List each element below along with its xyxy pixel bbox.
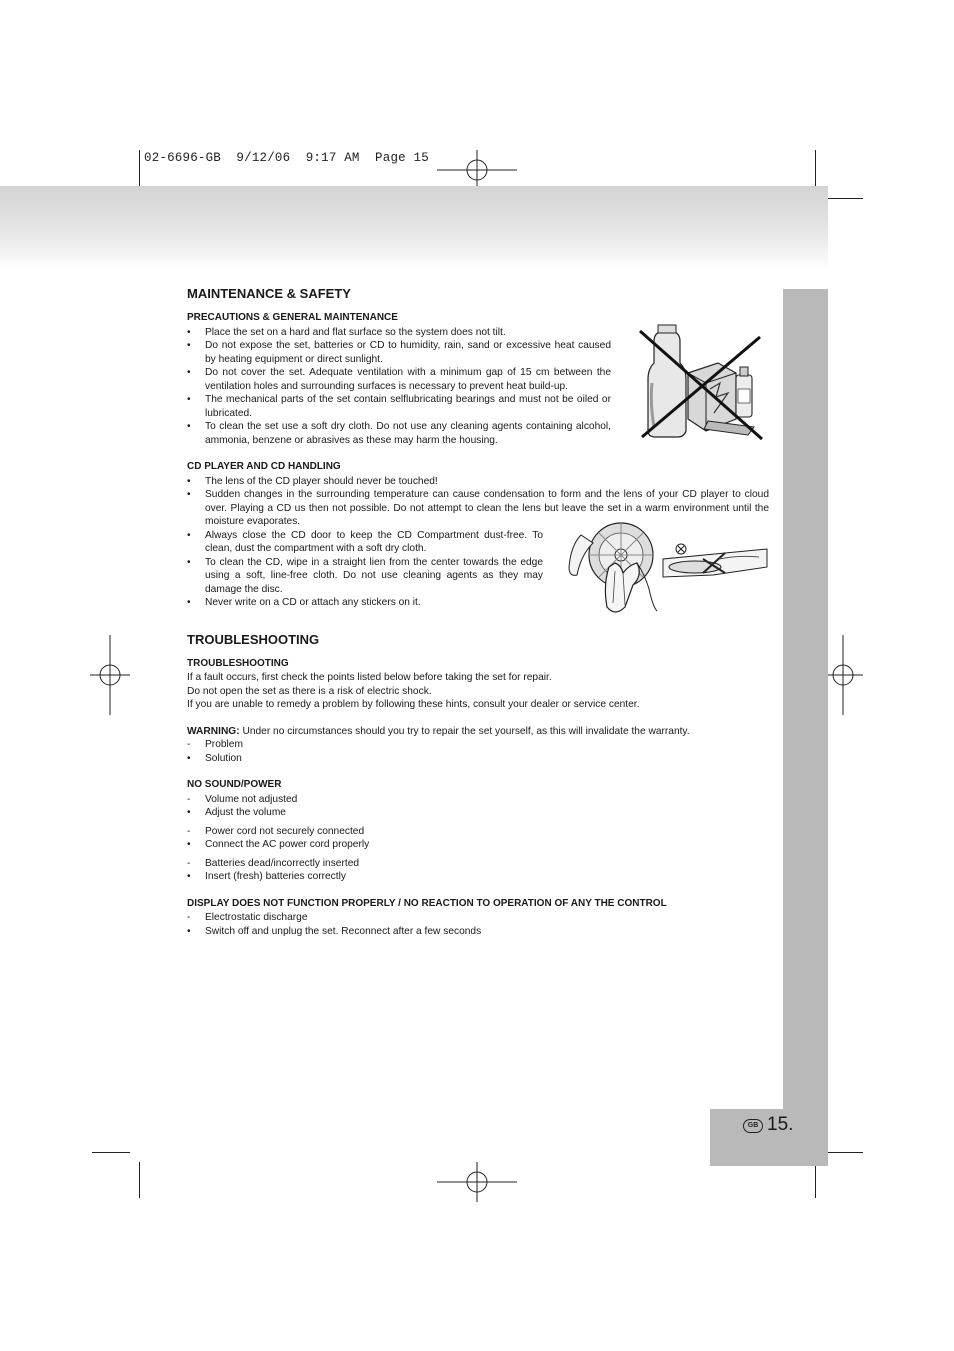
list-item: • Do not cover the set. Adequate ventilation with a minimum gap of 15 cm between the ventilation holes and surrounding surfaces is necessary to prevent heat build-up.: [187, 366, 611, 393]
maintenance-title: MAINTENANCE & SAFETY: [187, 286, 351, 301]
registration-mark-top-icon: [437, 150, 517, 190]
page-number: 15.: [767, 1114, 794, 1135]
problem-item: - Power cord not securely connected: [187, 825, 769, 839]
solution-item: • Connect the AC power cord properly: [187, 838, 769, 852]
list-item: • Place the set on a hard and flat surface so the system does not tilt.: [187, 326, 611, 340]
list-item: • Sudden changes in the surrounding temperature can cause condensation to form and the lens of your CD player to cloud over. Playing a CD us then not possible. Do not attempt to clean the lens but leave the set in a warm environment until the moisture evaporates.: [187, 488, 769, 529]
solution-item: • Switch off and unplug the set. Reconnect after a few seconds: [187, 925, 769, 939]
intro-line: If a fault occurs, first check the points listed below before taking the set for repair.: [187, 672, 552, 683]
no-sound-pair: [187, 825, 769, 852]
troubleshooting-heading: TROUBLESHOOTING: [187, 657, 289, 669]
crop-mark-br-v: [815, 1162, 816, 1198]
intro-line: Do not open the set as there is a risk of electric shock.: [187, 685, 432, 697]
no-sound-pair: [187, 857, 769, 884]
warning-text: Under no circumstances should you try to repair the set yourself, as this will invalidate the warranty.: [239, 725, 690, 737]
list-item: • Always close the CD door to keep the CD Compartment dust-free. To clean, dust the compartment with a soft dry cloth.: [187, 529, 543, 556]
problem-item: - Volume not adjusted: [187, 793, 769, 807]
crop-mark-tl-v: [139, 150, 140, 186]
crop-mark-br-h: [825, 1152, 863, 1153]
warning-label: WARNING:: [187, 725, 240, 737]
crop-mark-bl-h: [92, 1152, 130, 1153]
list-item: • Do not expose the set, batteries or CD to humidity, rain, sand or excessive heat caused by heating equipment or direct sunlight.: [187, 339, 611, 366]
list-item: • To clean the CD, wipe in a straight lien from the center towards the edge using a soft, line-free cloth. Do not use cleaning agents as they may damage the disc.: [187, 556, 543, 597]
crop-mark-tr-h: [825, 198, 863, 199]
registration-mark-right-icon: [823, 635, 863, 715]
slug-line: 02-6696-GB 9/12/06 9:17 AM Page 15: [144, 151, 429, 165]
page-content: [187, 286, 769, 938]
solution-item: • Insert (fresh) batteries correctly: [187, 870, 769, 884]
list-item: • To clean the set use a soft dry cloth. Do not use any cleaning agents containing alcohol, ammonia, benzene or abrasives as these may harm the housing.: [187, 420, 611, 447]
gb-badge: GB: [743, 1119, 763, 1133]
side-tab-bar: [783, 289, 828, 1109]
warning-paragraph: [187, 725, 769, 739]
display-pair: [187, 911, 769, 938]
precautions-heading: PRECAUTIONS & GENERAL MAINTENANCE: [187, 312, 398, 323]
list-item: • Never write on a CD or attach any stickers on it.: [187, 596, 543, 610]
display-heading: DISPLAY DOES NOT FUNCTION PROPERLY / NO REACTION TO OPERATION OF ANY THE CONTROL: [187, 897, 667, 909]
problem-item: - Batteries dead/incorrectly inserted: [187, 857, 769, 871]
no-sound-heading: NO SOUND/POWER: [187, 779, 282, 790]
header-gradient-band: [0, 186, 828, 270]
list-item: • The mechanical parts of the set contain selflubricating bearings and must not be oiled or lubricated.: [187, 393, 611, 420]
precautions-list: [187, 326, 769, 448]
legend-problem: - Problem: [187, 738, 769, 752]
registration-mark-left-icon: [90, 635, 130, 715]
cd-handling-heading: CD PLAYER AND CD HANDLING: [187, 461, 341, 472]
problem-item: - Electrostatic discharge: [187, 911, 769, 925]
legend-list: [187, 738, 769, 765]
cd-handling-list-narrow: [187, 529, 769, 610]
troubleshooting-title: TROUBLESHOOTING: [187, 631, 320, 647]
crop-mark-bl-v: [139, 1162, 140, 1198]
cd-handling-list: [187, 475, 769, 529]
legend-solution: • Solution: [187, 752, 769, 766]
solution-item: • Adjust the volume: [187, 806, 769, 820]
registration-mark-bottom-icon: [437, 1162, 517, 1202]
intro-line: If you are unable to remedy a problem by following these hints, consult your dealer or service center.: [187, 699, 640, 710]
no-sound-pair: [187, 793, 769, 820]
list-item: • The lens of the CD player should never be touched!: [187, 475, 769, 489]
crop-mark-tr-v: [815, 150, 816, 186]
